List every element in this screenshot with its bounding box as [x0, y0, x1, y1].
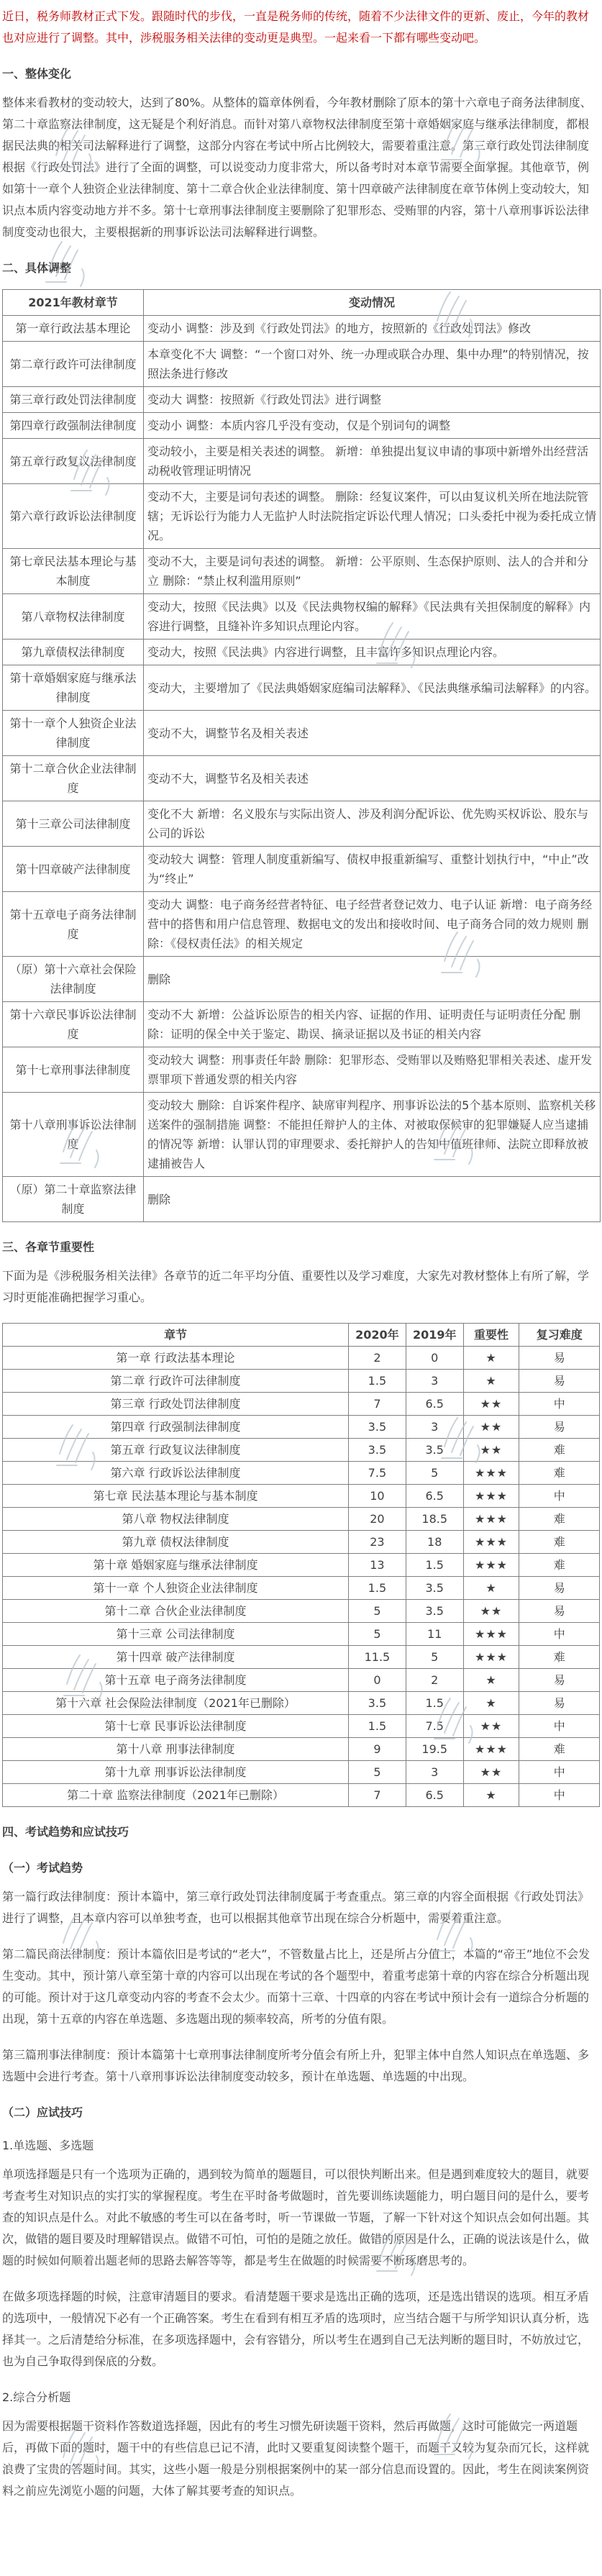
- table-row: [3, 1623, 600, 1646]
- y2020-cell: 23: [349, 1531, 406, 1554]
- difficulty-cell: 易: [519, 1600, 600, 1623]
- tips-paragraph-multiple-choice: 在做多项选择题的时候，注意审清题目的要求。看清楚题干要求是选出正确的选项，还是选出错误的选项。相互矛盾的选项中，一般情况下必有一个正确答案。考生在看到有相互矛盾的选项时，应当结合题干与所学知识认真分析，选择其一。之后清楚给分标准，在多项选择题中，会有容错分，所以考生在遇到自己无法判断的题目时，不妨放过它，也为自己争取得到保底的分数。: [2, 2290, 590, 2368]
- table-row: [3, 1577, 600, 1600]
- table-row: [3, 387, 601, 413]
- table-row: [3, 1370, 600, 1393]
- tips-item-single-multiple-choice: 1.单选题、多选题: [2, 2139, 94, 2152]
- change-cell: 变动不大，调整节名及相关表述: [144, 756, 601, 801]
- chapter-cell: 第十六章民事诉讼法律制度: [3, 1002, 144, 1047]
- table-row: [3, 1669, 600, 1692]
- y2019-cell: 1.5: [406, 1554, 463, 1577]
- importance-cell: ★★★: [463, 1462, 519, 1485]
- y2019-cell: 3: [406, 1416, 463, 1439]
- difficulty-cell: 难: [519, 1554, 600, 1577]
- chapter-cell: （原）第二十章监察法律制度: [3, 1177, 144, 1222]
- y2019-cell: 19.5: [406, 1738, 463, 1761]
- importance-cell: ★★: [463, 1393, 519, 1416]
- table-row: [3, 342, 601, 387]
- chapter-cell: 第九章 债权法律制度: [3, 1531, 349, 1554]
- change-table: [2, 289, 601, 1222]
- importance-cell: ★★★: [463, 1508, 519, 1531]
- change-cell: 本章变化不大 调整：“一个窗口对外、统一办理或联合办理、集中办理”的特别情况，按照法条进行修改: [144, 342, 601, 387]
- y2020-cell: 1.5: [349, 1577, 406, 1600]
- y2019-cell: 6.5: [406, 1784, 463, 1807]
- difficulty-cell: 中: [519, 1715, 600, 1738]
- importance-cell: ★: [463, 1669, 519, 1692]
- difficulty-cell: 易: [519, 1669, 600, 1692]
- table-row: [3, 1416, 600, 1439]
- trend-paragraph-civil-commercial-law: 第二篇民商法律制度：预计本篇依旧是考试的“老大”，不管数量占比上，还是所占分值上，本篇的“帝王”地位不会发生变动。其中，预计第八章至第十章的内容可以出现在考试的各个题型中，着重考虑第十章的内容在综合分析题出现的可能。预计对于这几章变动内容的考查不会太少。而第十三章、十四章的内容在考试中预计会有一道综合分析题的出现，第十五章的内容在单选题、多选题出现的频率较高，所考的分值有限。: [2, 1947, 590, 2026]
- y2020-cell: 20: [349, 1508, 406, 1531]
- importance-cell: ★★★: [463, 1623, 519, 1646]
- change-cell: 删除: [144, 1177, 601, 1222]
- table-header-row: [3, 290, 601, 316]
- change-cell: 变动大 调整：按照新《行政处罚法》进行调整: [144, 387, 601, 413]
- chapter-cell: 第五章 行政复议法律制度: [3, 1439, 349, 1462]
- table-row: [3, 1347, 600, 1370]
- chapter-cell: 第十四章破产法律制度: [3, 847, 144, 892]
- table-row: [3, 439, 601, 484]
- y2020-cell: 13: [349, 1554, 406, 1577]
- intro-paragraph: 近日，税务师教材正式下发。跟随时代的步伐，一直是税务师的传统，随着不少法律文件的更新、废止，今年的教材也对应进行了调整。其中，涉税服务相关法律的变动更是典型。一起来看一下都有哪些变动吧。: [2, 9, 590, 45]
- column-header: 2020年: [349, 1324, 406, 1347]
- chapter-cell: 第十三章 公司法律制度: [3, 1623, 349, 1646]
- y2019-cell: 18: [406, 1531, 463, 1554]
- column-header: 章节: [3, 1324, 349, 1347]
- chapter-cell: 第十一章 个人独资企业法律制度: [3, 1577, 349, 1600]
- importance-cell: ★★: [463, 1600, 519, 1623]
- column-header: 2021年教材章节: [3, 290, 144, 316]
- chapter-cell: 第十五章电子商务法律制度: [3, 892, 144, 957]
- importance-cell: ★★★: [463, 1738, 519, 1761]
- table-row: [3, 1393, 600, 1416]
- y2020-cell: 1.5: [349, 1715, 406, 1738]
- chapter-cell: 第十八章 刑事法律制度: [3, 1738, 349, 1761]
- subsection-title-exam-tips: （二）应试技巧: [2, 2106, 83, 2119]
- difficulty-cell: 难: [519, 1531, 600, 1554]
- chapter-cell: 第一章 行政法基本理论: [3, 1347, 349, 1370]
- tips-paragraph-single-choice: 单项选择题是只有一个选项为正确的，遇到较为简单的题题目，可以很快判断出来。但是遇到难度较大的题目，就要考查考生对知识点的实打实的掌握程度。考生在平时备考做题时，首先要训练读题能力，明白题目问的是什么，要考查的知识点是什么。对此不敏感的考生可以在备考时，听一节课做一节题，了解一下针对这个知识点会如何出题。其次，做错的题目要及时理解错误点。做错不可怕，可怕的是随之放任。做错的原因是什么，正确的说法该是什么，做题的时候如何顺着出题老师的思路去解答等等，都是考生在做题的时候需要不断琢磨思考的。: [2, 2167, 590, 2267]
- y2019-cell: 11: [406, 1623, 463, 1646]
- change-cell: 变动较大 调整：刑事责任年龄 删除：犯罪形态、受贿罪以及贿赂犯罪相关表述、虚开发票罪项下普通发票的相关内容: [144, 1047, 601, 1093]
- tips-paragraph-comprehensive-analysis: 因为需要根据题干资料作答数道选择题，因此有的考生习惯先研读题干资料，然后再做题，这时可能做完一两道题后，再做下面的题时，题干中的有些信息已记不清，此时又要重复阅读整个题干，而题干又较为复杂而冗长，这样就浪费了宝贵的答题时间。其实，这些小题一般是分别根据案例中的某一部分信息而设置的。因此，考生在阅读案例资料之前应先浏览小题的问题，大体了解其要考查的知识点。: [2, 2419, 590, 2498]
- chapter-cell: 第八章 物权法律制度: [3, 1508, 349, 1531]
- table-row: [3, 1761, 600, 1784]
- difficulty-cell: 易: [519, 1692, 600, 1715]
- importance-cell: ★★: [463, 1715, 519, 1738]
- difficulty-cell: 易: [519, 1577, 600, 1600]
- importance-cell: ★★: [463, 1761, 519, 1784]
- y2020-cell: 7.5: [349, 1462, 406, 1485]
- table-row: [3, 957, 601, 1002]
- chapter-cell: 第一章行政法基本理论: [3, 316, 144, 342]
- y2020-cell: 10: [349, 1485, 406, 1508]
- chapter-cell: 第十七章刑事法律制度: [3, 1047, 144, 1093]
- change-cell: 变动大，按照《民法典》内容进行调整，且丰富许多知识点理论内容。: [144, 640, 601, 665]
- table-row: [3, 756, 601, 801]
- y2019-cell: 0: [406, 1347, 463, 1370]
- difficulty-cell: 中: [519, 1761, 600, 1784]
- change-cell: 变动不大，调整节名及相关表述: [144, 711, 601, 756]
- table-row: [3, 413, 601, 439]
- difficulty-cell: 难: [519, 1462, 600, 1485]
- y2020-cell: 3.5: [349, 1692, 406, 1715]
- chapter-cell: 第十二章 合伙企业法律制度: [3, 1600, 349, 1623]
- chapter-cell: 第十四章 破产法律制度: [3, 1646, 349, 1669]
- table-row: [3, 1485, 600, 1508]
- chapter-cell: 第十三章公司法律制度: [3, 801, 144, 847]
- chapter-cell: 第六章 行政诉讼法律制度: [3, 1462, 349, 1485]
- chapter-cell: （原）第十六章社会保险法律制度: [3, 957, 144, 1002]
- column-header: 复习难度: [519, 1324, 600, 1347]
- change-cell: 变动小 调整：涉及到《行政处罚法》的地方，按照新的《行政处罚法》修改: [144, 316, 601, 342]
- importance-table: [2, 1323, 600, 1807]
- y2019-cell: 5: [406, 1462, 463, 1485]
- table-row: [3, 1600, 600, 1623]
- table-row: [3, 1692, 600, 1715]
- change-cell: 变动较小，主要是相关表述的调整。 新增：单独提出复议申请的事项中新增外出经营活动税收管理证明情况: [144, 439, 601, 484]
- chapter-cell: 第二十章 监察法律制度（2021年已删除）: [3, 1784, 349, 1807]
- table-row: [3, 1508, 600, 1531]
- y2020-cell: 7: [349, 1784, 406, 1807]
- table-row: [3, 316, 601, 342]
- table-row: [3, 847, 601, 892]
- table-row: [3, 1439, 600, 1462]
- chapter-cell: 第二章行政许可法律制度: [3, 342, 144, 387]
- chapter-cell: 第二章 行政许可法律制度: [3, 1370, 349, 1393]
- change-cell: 变动较大 删除：自诉案件程序、缺席审判程序、刑事诉讼法的5个基本原则、监察机关移送案件的强制措施 调整：不能担任辩护人的主体、对被取保候审的犯罪嫌疑人应当逮捕的情况等 新增：认罪认罚的审理要求、委托辩护人的告知中值班律师、法院立即释放被逮捕被告人: [144, 1093, 601, 1177]
- importance-cell: ★: [463, 1784, 519, 1807]
- y2020-cell: 3.5: [349, 1416, 406, 1439]
- change-cell: 变动大，按照《民法典》以及《民法典物权编的解释》《民法典有关担保制度的解释》内容进行调整，且缝补许多知识点理论内容。: [144, 594, 601, 640]
- table-row: [3, 1002, 601, 1047]
- change-cell: 变化不大 新增：名义股东与实际出资人、涉及利润分配诉讼、优先购买权诉讼、股东与公司的诉讼: [144, 801, 601, 847]
- difficulty-cell: 中: [519, 1393, 600, 1416]
- y2019-cell: 7.5: [406, 1715, 463, 1738]
- column-header: 变动情况: [144, 290, 601, 316]
- chapter-cell: 第三章 行政处罚法律制度: [3, 1393, 349, 1416]
- column-header: 重要性: [463, 1324, 519, 1347]
- table-row: [3, 1177, 601, 1222]
- y2020-cell: 5: [349, 1761, 406, 1784]
- chapter-cell: 第十八章刑事诉讼法律制度: [3, 1093, 144, 1177]
- difficulty-cell: 难: [519, 1646, 600, 1669]
- importance-cell: ★★★: [463, 1554, 519, 1577]
- chapter-cell: 第十二章合伙企业法律制度: [3, 756, 144, 801]
- table-row: [3, 549, 601, 594]
- tips-item-comprehensive-analysis: 2.综合分析题: [2, 2390, 71, 2404]
- section-title-overall-changes: 一、整体变化: [2, 67, 72, 81]
- chapter-cell: 第四章行政强制法律制度: [3, 413, 144, 439]
- chapter-cell: 第十五章 电子商务法律制度: [3, 1669, 349, 1692]
- y2019-cell: 3.5: [406, 1439, 463, 1462]
- y2020-cell: 2: [349, 1347, 406, 1370]
- table-row: [3, 665, 601, 711]
- chapter-cell: 第十七章 民事诉讼法律制度: [3, 1715, 349, 1738]
- table-row: [3, 1462, 600, 1485]
- importance-cell: ★: [463, 1692, 519, 1715]
- importance-cell: ★★★: [463, 1531, 519, 1554]
- chapter-cell: 第十九章 刑事诉讼法律制度: [3, 1761, 349, 1784]
- y2020-cell: 7: [349, 1393, 406, 1416]
- difficulty-cell: 易: [519, 1347, 600, 1370]
- change-cell: 变动小 调整：本质内容几乎没有变动，仅是个别词句的调整: [144, 413, 601, 439]
- change-cell: 变动不大 新增：公益诉讼原告的相关内容、证据的作用、证明责任与证明责任分配 删除：证明的保全中关于鉴定、勘误、摘录证据以及书证的相关内容: [144, 1002, 601, 1047]
- chapter-cell: 第十六章 社会保险法律制度（2021年已删除）: [3, 1692, 349, 1715]
- difficulty-cell: 易: [519, 1370, 600, 1393]
- table-row: [3, 711, 601, 756]
- y2020-cell: 0: [349, 1669, 406, 1692]
- difficulty-cell: 中: [519, 1485, 600, 1508]
- y2020-cell: 11.5: [349, 1646, 406, 1669]
- y2019-cell: 3: [406, 1370, 463, 1393]
- y2020-cell: 5: [349, 1600, 406, 1623]
- overall-changes-paragraph: 整体来看教材的变动较大，达到了80%。从整体的篇章体例看，今年教材删除了原本的第十六章电子商务法律制度、第二十章监察法律制度，这无疑是个利好消息。而针对第八章物权法律制度至第十章婚姻家庭与继承法律制度，都根据民法典的相关司法解释进行了调整，这部分内容在考试中所占比例较大，需要着重注意。第三章行政处罚法律制度根据《行政处罚法》进行了全面的调整，可以说变动力度非常大，所以备考时对本章节需要全面掌握。其他章节，例如第十一章个人独资企业法律制度、第十二章合伙企业法律制度、第十四章破产法律制度在章节体例上变动较大，知识点本质内容变动地方并不多。第十七章刑事法律制度主要删除了犯罪形态、受贿罪的内容，第十八章刑事诉讼法律制度变动也很大，主要根据新的刑事诉讼法司法解释进行调整。: [2, 96, 592, 239]
- y2019-cell: 1.5: [406, 1692, 463, 1715]
- difficulty-cell: 易: [519, 1416, 600, 1439]
- table-row: [3, 594, 601, 640]
- difficulty-cell: 中: [519, 1623, 600, 1646]
- section-title-chapter-importance: 三、各章节重要性: [2, 1240, 95, 1254]
- trend-paragraph-criminal-law: 第三篇刑事法律制度：预计本篇第十七章刑事法律制度所考分值会有所上升，犯罪主体中自然人知识点在单选题、多选题中会进行考查。第十八章刑事诉讼法律制度变动较多，预计在单选题、单选题的中出现。: [2, 2048, 590, 2083]
- y2019-cell: 18.5: [406, 1508, 463, 1531]
- table-row: [3, 801, 601, 847]
- table-header-row: [3, 1324, 600, 1347]
- y2019-cell: 3: [406, 1761, 463, 1784]
- table-row: [3, 1047, 601, 1093]
- chapter-cell: 第十章 婚姻家庭与继承法律制度: [3, 1554, 349, 1577]
- y2019-cell: 2: [406, 1669, 463, 1692]
- chapter-cell: 第八章物权法律制度: [3, 594, 144, 640]
- section-title-exam-trends-and-tips: 四、考试趋势和应试技巧: [2, 1825, 129, 1839]
- y2019-cell: 6.5: [406, 1485, 463, 1508]
- y2019-cell: 5: [406, 1646, 463, 1669]
- y2019-cell: 3.5: [406, 1577, 463, 1600]
- chapter-cell: 第十一章个人独资企业法律制度: [3, 711, 144, 756]
- change-cell: 删除: [144, 957, 601, 1002]
- chapter-cell: 第五章行政复议法律制度: [3, 439, 144, 484]
- importance-cell: ★: [463, 1347, 519, 1370]
- table-row: [3, 484, 601, 549]
- change-cell: 变动大，主要增加了《民法典婚姻家庭编司法解释》、《民法典继承编司法解释》的内容。: [144, 665, 601, 711]
- y2019-cell: 6.5: [406, 1393, 463, 1416]
- table-row: [3, 1646, 600, 1669]
- chapter-cell: 第四章 行政强制法律制度: [3, 1416, 349, 1439]
- table-row: [3, 1784, 600, 1807]
- importance-cell: ★★: [463, 1439, 519, 1462]
- difficulty-cell: 难: [519, 1508, 600, 1531]
- chapter-cell: 第七章 民法基本理论与基本制度: [3, 1485, 349, 1508]
- table-row: [3, 1093, 601, 1177]
- chapter-cell: 第十章婚姻家庭与继承法律制度: [3, 665, 144, 711]
- table-row: [3, 1738, 600, 1761]
- importance-cell: ★★: [463, 1416, 519, 1439]
- table-row: [3, 640, 601, 665]
- y2020-cell: 5: [349, 1623, 406, 1646]
- chapter-cell: 第三章行政处罚法律制度: [3, 387, 144, 413]
- table-row: [3, 1715, 600, 1738]
- section-title-specific-adjustments: 二、具体调整: [2, 261, 72, 275]
- change-cell: 变动大 调整：电子商务经营者特征、电子经营者登记效力、电子认证 新增：电子商务经营中的搭售和用户信息管理、数据电文的发出和接收时间、电子商务合同的效力规则 删除：《侵权责任法》的相关规定: [144, 892, 601, 957]
- importance-cell: ★: [463, 1577, 519, 1600]
- subsection-title-exam-trends: （一）考试趋势: [2, 1861, 83, 1875]
- change-cell: 变动不大，主要是词句表述的调整。 删除：经复议案件，可以由复议机关所在地法院管辖；无诉讼行为能力人无监护人时法院指定诉讼代理人情况；口头委托中视为委托成立情况。: [144, 484, 601, 549]
- importance-cell: ★★★: [463, 1485, 519, 1508]
- importance-cell: ★★★: [463, 1646, 519, 1669]
- y2020-cell: 9: [349, 1738, 406, 1761]
- importance-cell: ★: [463, 1370, 519, 1393]
- chapter-importance-paragraph: 下面为是《涉税服务相关法律》各章节的近二年平均分值、重要性以及学习难度，大家先对教材整体上有所了解，学习时更能准确把握学习重心。: [2, 1269, 590, 1304]
- difficulty-cell: 中: [519, 1784, 600, 1807]
- chapter-cell: 第九章债权法律制度: [3, 640, 144, 665]
- difficulty-cell: 难: [519, 1439, 600, 1462]
- change-cell: 变动较大 调整：管理人制度重新编写、债权申报重新编写、重整计划执行中，“中止”改为“终止”: [144, 847, 601, 892]
- y2020-cell: 1.5: [349, 1370, 406, 1393]
- table-row: [3, 1554, 600, 1577]
- change-cell: 变动不大，主要是词句表述的调整。 新增：公平原则、生态保护原则、法人的合并和分立 删除：“禁止权利滥用原则”: [144, 549, 601, 594]
- y2020-cell: 3.5: [349, 1439, 406, 1462]
- difficulty-cell: 难: [519, 1738, 600, 1761]
- column-header: 2019年: [406, 1324, 463, 1347]
- trend-paragraph-administrative-law: 第一篇行政法律制度：预计本篇中，第三章行政处罚法律制度属于考查重点。第三章的内容全面根据《行政处罚法》进行了调整，且本章内容可以单独考查，也可以根据其他章节出现在综合分析题中，需要着重注意。: [2, 1890, 590, 1925]
- y2019-cell: 3.5: [406, 1600, 463, 1623]
- chapter-cell: 第七章民法基本理论与基本制度: [3, 549, 144, 594]
- table-row: [3, 892, 601, 957]
- chapter-cell: 第六章行政诉讼法律制度: [3, 484, 144, 549]
- table-row: [3, 1531, 600, 1554]
